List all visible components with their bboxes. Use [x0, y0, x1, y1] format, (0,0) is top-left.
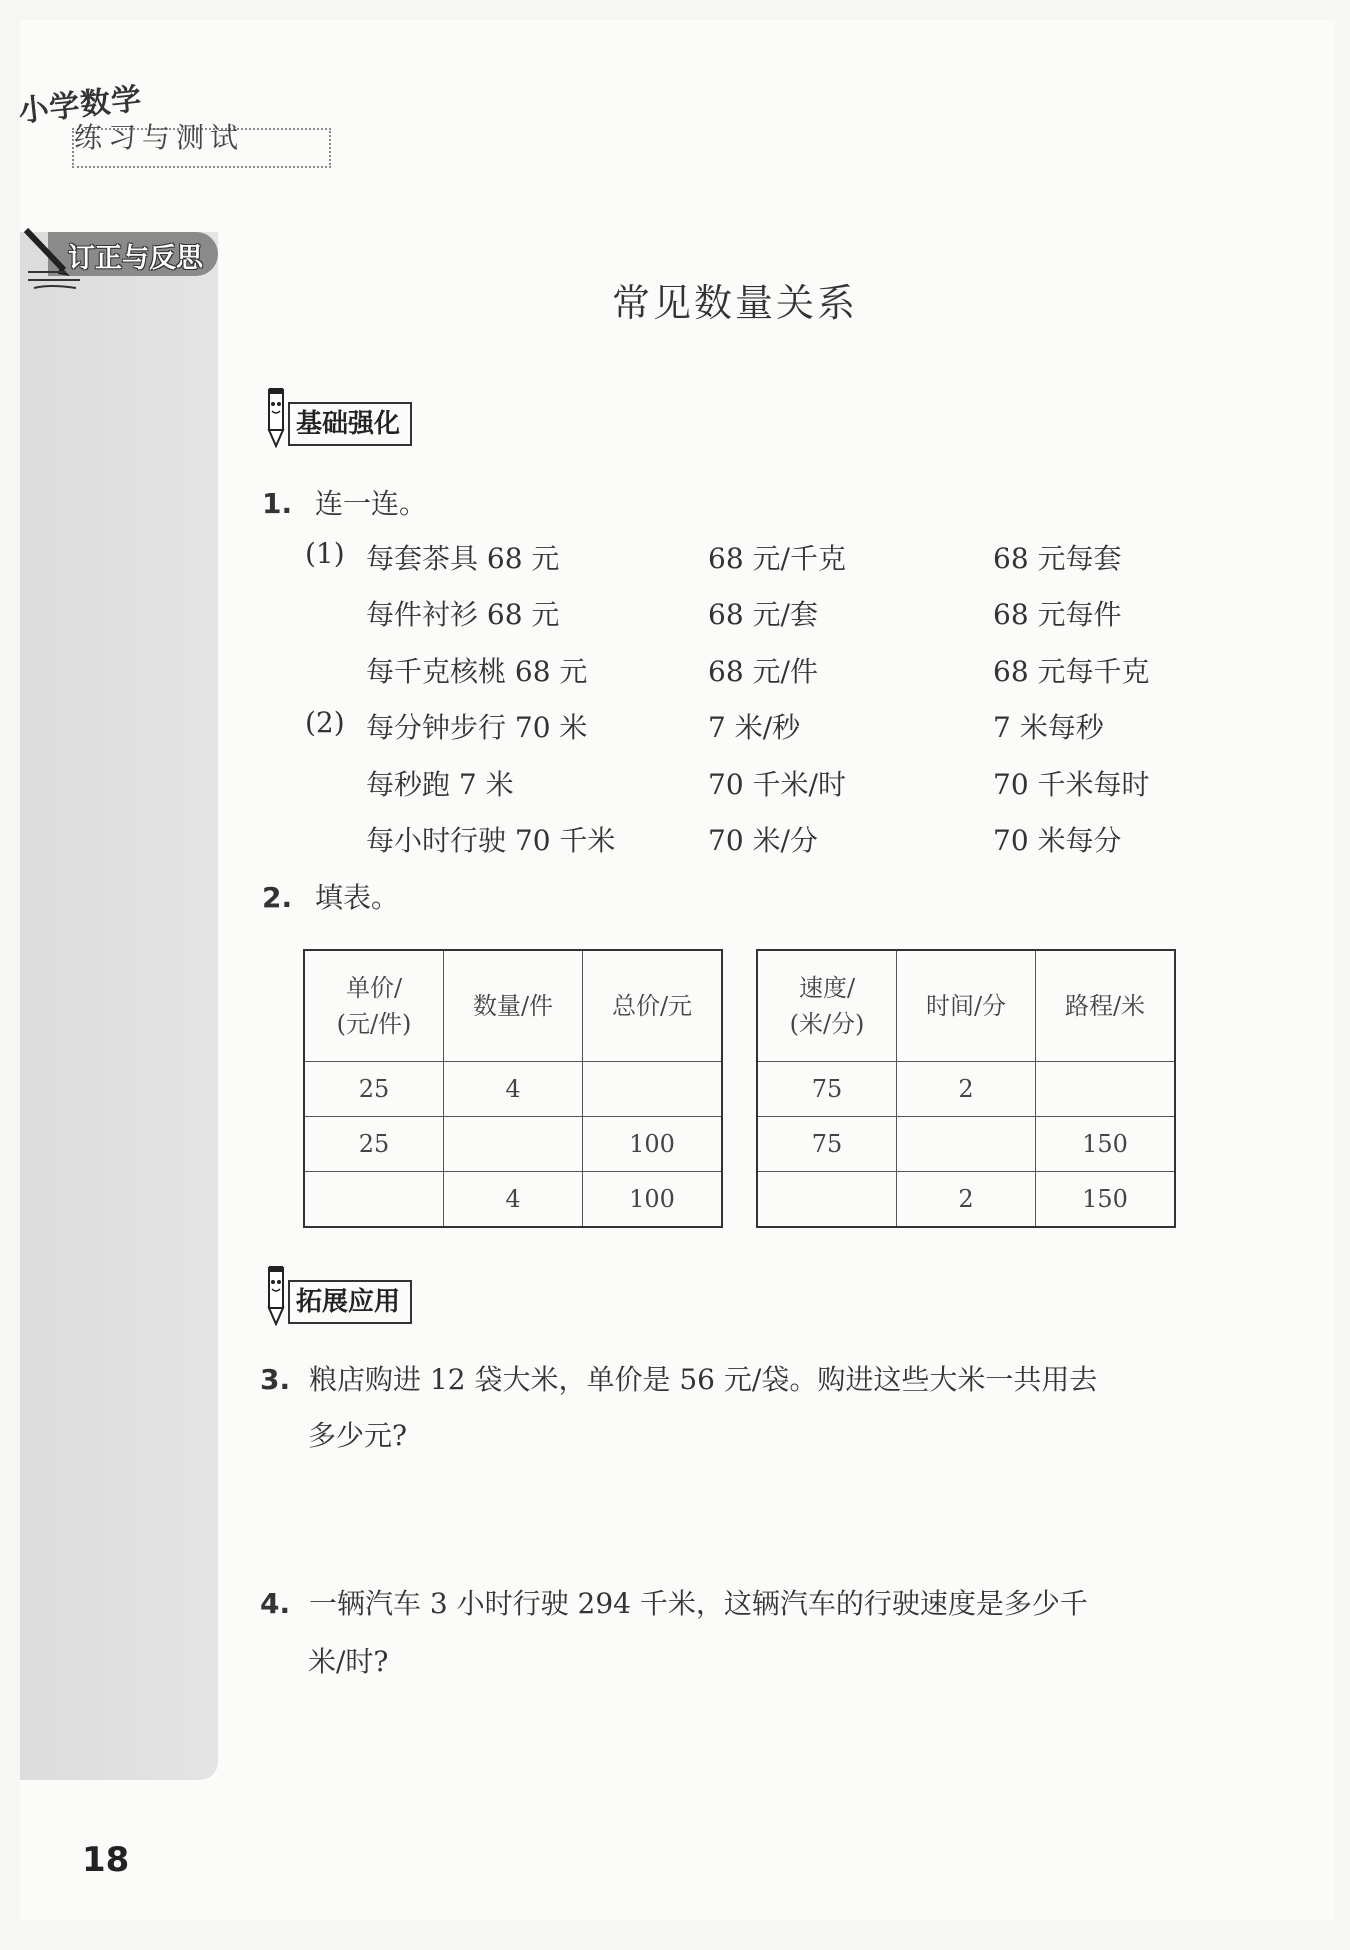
row-prefix: (1) [305, 537, 345, 570]
match-right-item: 68 元每千克 [993, 655, 1150, 688]
pencil-icon [262, 384, 290, 450]
match-middle-item: 68 元/件 [708, 655, 818, 688]
table-cell: 150 [1036, 1172, 1176, 1228]
page-number: 18 [82, 1840, 130, 1880]
header-line: 速度/ [798, 974, 856, 1002]
match-middle-item: 68 元/套 [708, 598, 818, 631]
match-right-item: 70 米每分 [993, 824, 1122, 857]
match-left-item: 每件衬衫 68 元 [366, 598, 560, 631]
table-cell: 100 [583, 1117, 723, 1172]
table-cell: 100 [583, 1172, 723, 1228]
table-answer-blank[interactable] [897, 1117, 1036, 1172]
table-header-cell: 时间/分 [897, 950, 1036, 1062]
correction-margin [20, 232, 218, 1780]
match-right-item: 68 元每件 [993, 598, 1122, 631]
row-prefix: (2) [305, 706, 345, 739]
table-cell: 75 [757, 1062, 897, 1117]
match-middle-item: 68 元/千克 [708, 542, 846, 575]
table-header-cell [304, 950, 444, 1062]
question-2 [262, 876, 399, 916]
match-left-item: 每千克核桃 68 元 [366, 655, 588, 688]
table-header-cell [757, 950, 897, 1062]
table-answer-blank[interactable] [444, 1117, 583, 1172]
match-middle-item: 70 米/分 [708, 824, 818, 857]
match-left-item: 每秒跑 7 米 [366, 768, 514, 801]
table-answer-blank[interactable] [583, 1062, 723, 1117]
pencil-icon [262, 1262, 290, 1328]
table-cell: 4 [444, 1172, 583, 1228]
table-cell: 25 [304, 1062, 444, 1117]
price-table [303, 949, 723, 1228]
question-text: 粮店购进 12 袋大米，单价是 56 元/袋。购进这些大米一共用去 [309, 1363, 1098, 1396]
page-title: 常见数量关系 [611, 281, 858, 325]
section-label: 基础强化 [288, 402, 412, 446]
table-answer-blank[interactable] [1036, 1062, 1176, 1117]
section-label: 拓展应用 [288, 1280, 412, 1324]
question-number: 2. [262, 881, 293, 914]
table-cell: 150 [1036, 1117, 1176, 1172]
match-right-item: 70 千米每时 [993, 768, 1150, 801]
brand-title: 小学数学 [16, 81, 144, 130]
question-1 [262, 482, 427, 522]
question-number: 1. [262, 487, 293, 520]
header-line: (米/分) [789, 1010, 865, 1038]
match-right-item: 68 元每套 [993, 542, 1122, 575]
match-left-item: 每分钟步行 70 米 [366, 711, 588, 744]
table-cell: 75 [757, 1117, 897, 1172]
table-header-cell: 总价/元 [583, 950, 723, 1062]
table-answer-blank[interactable] [757, 1172, 897, 1228]
header-line: 单价/ [345, 974, 403, 1002]
match-left-item: 每套茶具 68 元 [366, 542, 560, 575]
brand-subtitle: 练习与测试 [74, 121, 245, 154]
sidebar-tab-label: 订正与反思 [68, 243, 203, 274]
question-3 [260, 1358, 1097, 1398]
question-4 [260, 1582, 1088, 1622]
table-header-cell: 数量/件 [444, 950, 583, 1062]
question-number: 4. [260, 1587, 291, 1620]
question-number: 3. [260, 1363, 291, 1396]
table-cell: 2 [897, 1062, 1036, 1117]
speed-table [756, 949, 1176, 1228]
table-answer-blank[interactable] [304, 1172, 444, 1228]
question-text: 一辆汽车 3 小时行驶 294 千米，这辆汽车的行驶速度是多少千 [309, 1587, 1088, 1620]
question-prompt: 填表。 [315, 881, 400, 914]
question-prompt: 连一连。 [315, 487, 428, 520]
match-middle-item: 70 千米/时 [708, 768, 846, 801]
header-line: (元/件) [336, 1010, 412, 1038]
question-3-continuation: 多少元? [308, 1419, 408, 1452]
table-cell: 4 [444, 1062, 583, 1117]
match-right-item: 7 米每秒 [993, 711, 1104, 744]
question-4-continuation: 米/时? [308, 1645, 389, 1678]
table-cell: 25 [304, 1117, 444, 1172]
match-middle-item: 7 米/秒 [708, 711, 801, 744]
table-cell: 2 [897, 1172, 1036, 1228]
match-left-item: 每小时行驶 70 千米 [366, 824, 616, 857]
table-header-cell: 路程/米 [1036, 950, 1176, 1062]
